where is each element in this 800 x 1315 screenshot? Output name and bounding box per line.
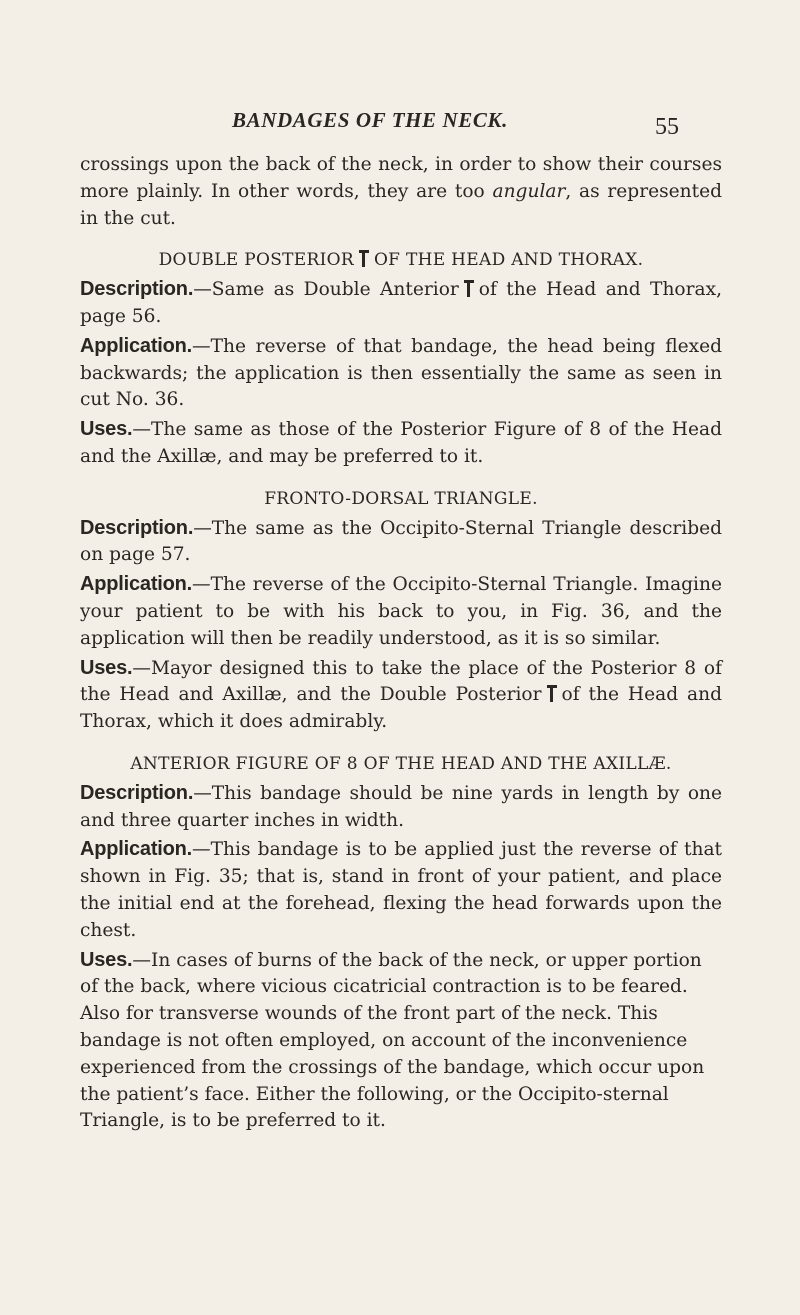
application-paragraph bbox=[80, 836, 722, 944]
uses-paragraph bbox=[80, 416, 722, 471]
description-text-after: of the Head and Thorax, page 56. bbox=[80, 279, 722, 327]
intro-text-b: , as represented in the cut. bbox=[80, 180, 722, 229]
uses-label: Uses. bbox=[80, 656, 133, 679]
uses-paragraph bbox=[80, 947, 722, 1136]
uses-label: Uses. bbox=[80, 948, 133, 971]
application-text: —This bandage is to be applied just the reverse of that shown in Fig. 35; that is, stand in front of your patient, and place the initial end at the forehead, flexing the head forwards upon the chest. bbox=[80, 839, 722, 941]
description-paragraph bbox=[80, 780, 722, 835]
t-bandage-icon bbox=[464, 280, 474, 297]
application-paragraph bbox=[80, 571, 722, 652]
description-text: —The same as the Occipito-Sternal Triangle described on page 57. bbox=[80, 517, 722, 566]
heading-text-after: OF THE HEAD AND THORAX. bbox=[373, 250, 644, 271]
section-heading-double-posterior-t bbox=[80, 247, 722, 274]
application-label: Application. bbox=[80, 838, 193, 861]
section-heading-fronto-dorsal: FRONTO-DORSAL TRIANGLE. bbox=[264, 488, 538, 509]
uses-label: Uses. bbox=[80, 418, 133, 441]
t-bandage-icon bbox=[547, 685, 557, 702]
uses-text-after: of the Head and Thorax, which it does admirably. bbox=[80, 684, 722, 733]
uses-paragraph bbox=[80, 655, 722, 736]
intro-text-a: crossings upon the back of the neck, in order to show their courses more plainly. In other words, they are too bbox=[80, 154, 722, 202]
description-label: Description. bbox=[80, 516, 194, 539]
uses-text-before: —Mayor designed this to take the place of the Posterior 8 of the Head and Axillæ, and the Double Posterior bbox=[80, 657, 722, 706]
description-text: —This bandage should be nine yards in length by one and three quarter inches in width. bbox=[80, 782, 722, 831]
heading-text-before: DOUBLE POSTERIOR bbox=[158, 250, 354, 271]
description-paragraph bbox=[80, 515, 722, 570]
running-head bbox=[0, 108, 800, 138]
page-body bbox=[80, 152, 722, 1135]
intro-paragraph bbox=[80, 152, 722, 232]
description-text-before: —Same as Double Anterior bbox=[193, 279, 459, 301]
application-text: —The reverse of that bandage, the head being flexed backwards; the application is then essentially the same as seen in cut No. 36. bbox=[80, 335, 722, 411]
application-label: Application. bbox=[80, 334, 193, 357]
uses-text: —In cases of burns of the back of the neck, or upper portion of the back, where vicious cicatricial contraction is to be feared. Also for transverse wounds of the front part of the neck. This bandage is not often employed, on account of the inconvenience experienced from the crossings of the bandage, which occur upon the patient’s face. Either the following, or the Occipito-sternal Triangle, is to be preferred to it. bbox=[80, 949, 705, 1132]
application-paragraph bbox=[80, 333, 722, 414]
intro-emphasis: angular bbox=[492, 180, 566, 202]
application-text: —The reverse of the Occipito-Sternal Triangle. Imagine your patient to be with his back to you, in Fig. 36, and the application will then be readily understood, as it is so similar. bbox=[80, 574, 722, 649]
description-label: Description. bbox=[80, 278, 194, 301]
application-label: Application. bbox=[80, 573, 193, 596]
description-paragraph bbox=[80, 276, 722, 331]
page-number: 55 bbox=[655, 114, 679, 140]
running-title: BANDAGES OF THE NECK. bbox=[232, 108, 508, 132]
section-heading-anterior-figure-8: ANTERIOR FIGURE OF 8 OF THE HEAD AND THE AXILLÆ. bbox=[130, 753, 672, 774]
uses-text: —The same as those of the Posterior Figure of 8 of the Head and the Axillæ, and may be preferred to it. bbox=[80, 419, 722, 467]
description-label: Description. bbox=[80, 781, 194, 804]
t-bandage-icon bbox=[359, 250, 369, 267]
